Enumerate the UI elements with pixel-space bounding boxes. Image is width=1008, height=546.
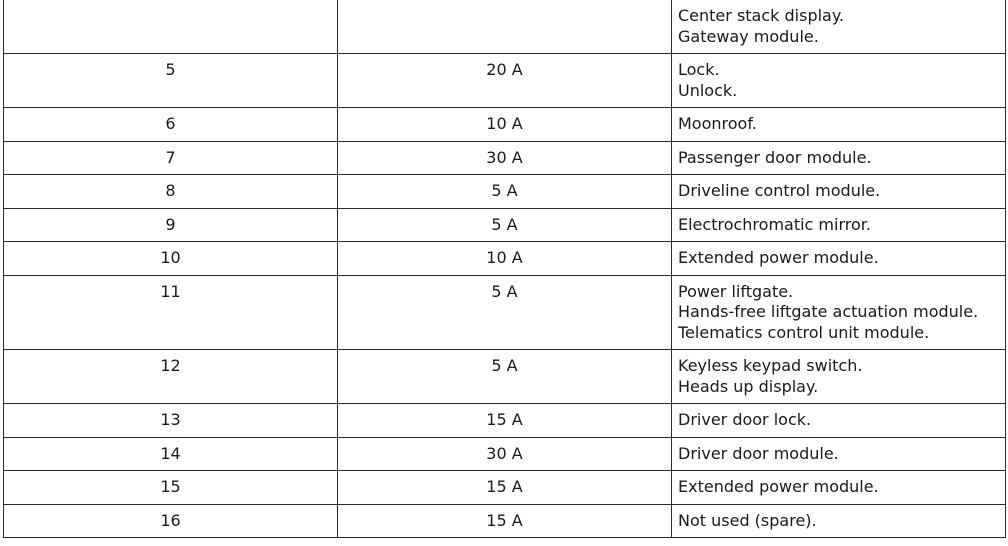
circuit-line: Moonroof. — [678, 114, 757, 133]
table-row — [4, 108, 1006, 142]
circuit-line: Extended power module. — [678, 477, 879, 496]
table-row — [4, 437, 1006, 471]
circuit-line: Not used (spare). — [678, 510, 817, 530]
protected-circuits-cell — [672, 504, 1006, 538]
protected-circuits-cell — [672, 208, 1006, 242]
fuse-number-cell — [4, 0, 338, 54]
table-row — [4, 0, 1006, 54]
protected-circuits-cell — [672, 108, 1006, 142]
fuse-rating-cell: 20 A — [338, 54, 672, 108]
fuse-rating-cell: 15 A — [338, 404, 672, 438]
circuit-line: Center stack display. — [678, 6, 845, 25]
fuse-table — [3, 0, 1006, 538]
fuse-number-cell: 12 — [4, 350, 338, 404]
fuse-rating-cell: 15 A — [338, 471, 672, 505]
protected-circuits-cell — [672, 471, 1006, 505]
circuit-line: Passenger door module. — [678, 147, 872, 167]
protected-circuits-cell — [672, 350, 1006, 404]
circuit-line: Extended power module. — [678, 248, 879, 267]
fuse-rating-cell: 5 A — [338, 175, 672, 209]
fuse-number-cell: 5 — [4, 54, 338, 108]
circuit-line: Lock. — [678, 60, 720, 79]
table-row — [4, 504, 1006, 538]
fuse-rating-cell — [338, 0, 672, 54]
table-row — [4, 141, 1006, 175]
circuit-line: Keyless keypad switch. — [678, 356, 863, 375]
fuse-number-cell: 10 — [4, 242, 338, 276]
circuit-line: Power liftgate. — [678, 281, 794, 301]
fuse-rating-cell: 30 A — [338, 141, 672, 175]
fuse-rating-cell: 5 A — [338, 350, 672, 404]
fuse-number-cell: 16 — [4, 504, 338, 538]
protected-circuits-cell — [672, 275, 1006, 350]
table-row — [4, 275, 1006, 350]
protected-circuits-cell — [672, 404, 1006, 438]
table-row — [4, 242, 1006, 276]
circuit-line: Unlock. — [678, 80, 738, 100]
circuit-line: Hands-free liftgate actuation module. — [678, 302, 979, 321]
fuse-number-cell: 11 — [4, 275, 338, 350]
circuit-line: Driveline control module. — [678, 181, 881, 200]
table-row — [4, 404, 1006, 438]
fuse-rating-cell: 30 A — [338, 437, 672, 471]
protected-circuits-cell — [672, 175, 1006, 209]
protected-circuits-cell — [672, 0, 1006, 54]
fuse-rating-cell: 10 A — [338, 108, 672, 142]
circuit-line: Driver door module. — [678, 443, 839, 463]
protected-circuits-cell — [672, 437, 1006, 471]
fuse-number-cell: 13 — [4, 404, 338, 438]
table-row — [4, 471, 1006, 505]
circuit-line: Driver door lock. — [678, 410, 812, 429]
table-row — [4, 208, 1006, 242]
circuit-line: Electrochromatic mirror. — [678, 214, 871, 234]
circuit-line: Telematics control unit module. — [678, 322, 930, 342]
fuse-number-cell: 15 — [4, 471, 338, 505]
fuse-rating-cell: 5 A — [338, 275, 672, 350]
fuse-number-cell: 9 — [4, 208, 338, 242]
protected-circuits-cell — [672, 242, 1006, 276]
fuse-rating-cell: 10 A — [338, 242, 672, 276]
fuse-number-cell: 6 — [4, 108, 338, 142]
fuse-number-cell: 8 — [4, 175, 338, 209]
protected-circuits-cell — [672, 54, 1006, 108]
table-row — [4, 175, 1006, 209]
table-row — [4, 350, 1006, 404]
protected-circuits-cell — [672, 141, 1006, 175]
fuse-rating-cell: 5 A — [338, 208, 672, 242]
fuse-number-cell: 7 — [4, 141, 338, 175]
fuse-number-cell: 14 — [4, 437, 338, 471]
fuse-table-body — [4, 0, 1006, 538]
circuit-line: Gateway module. — [678, 26, 819, 46]
circuit-line: Heads up display. — [678, 376, 819, 396]
fuse-rating-cell: 15 A — [338, 504, 672, 538]
table-row — [4, 54, 1006, 108]
